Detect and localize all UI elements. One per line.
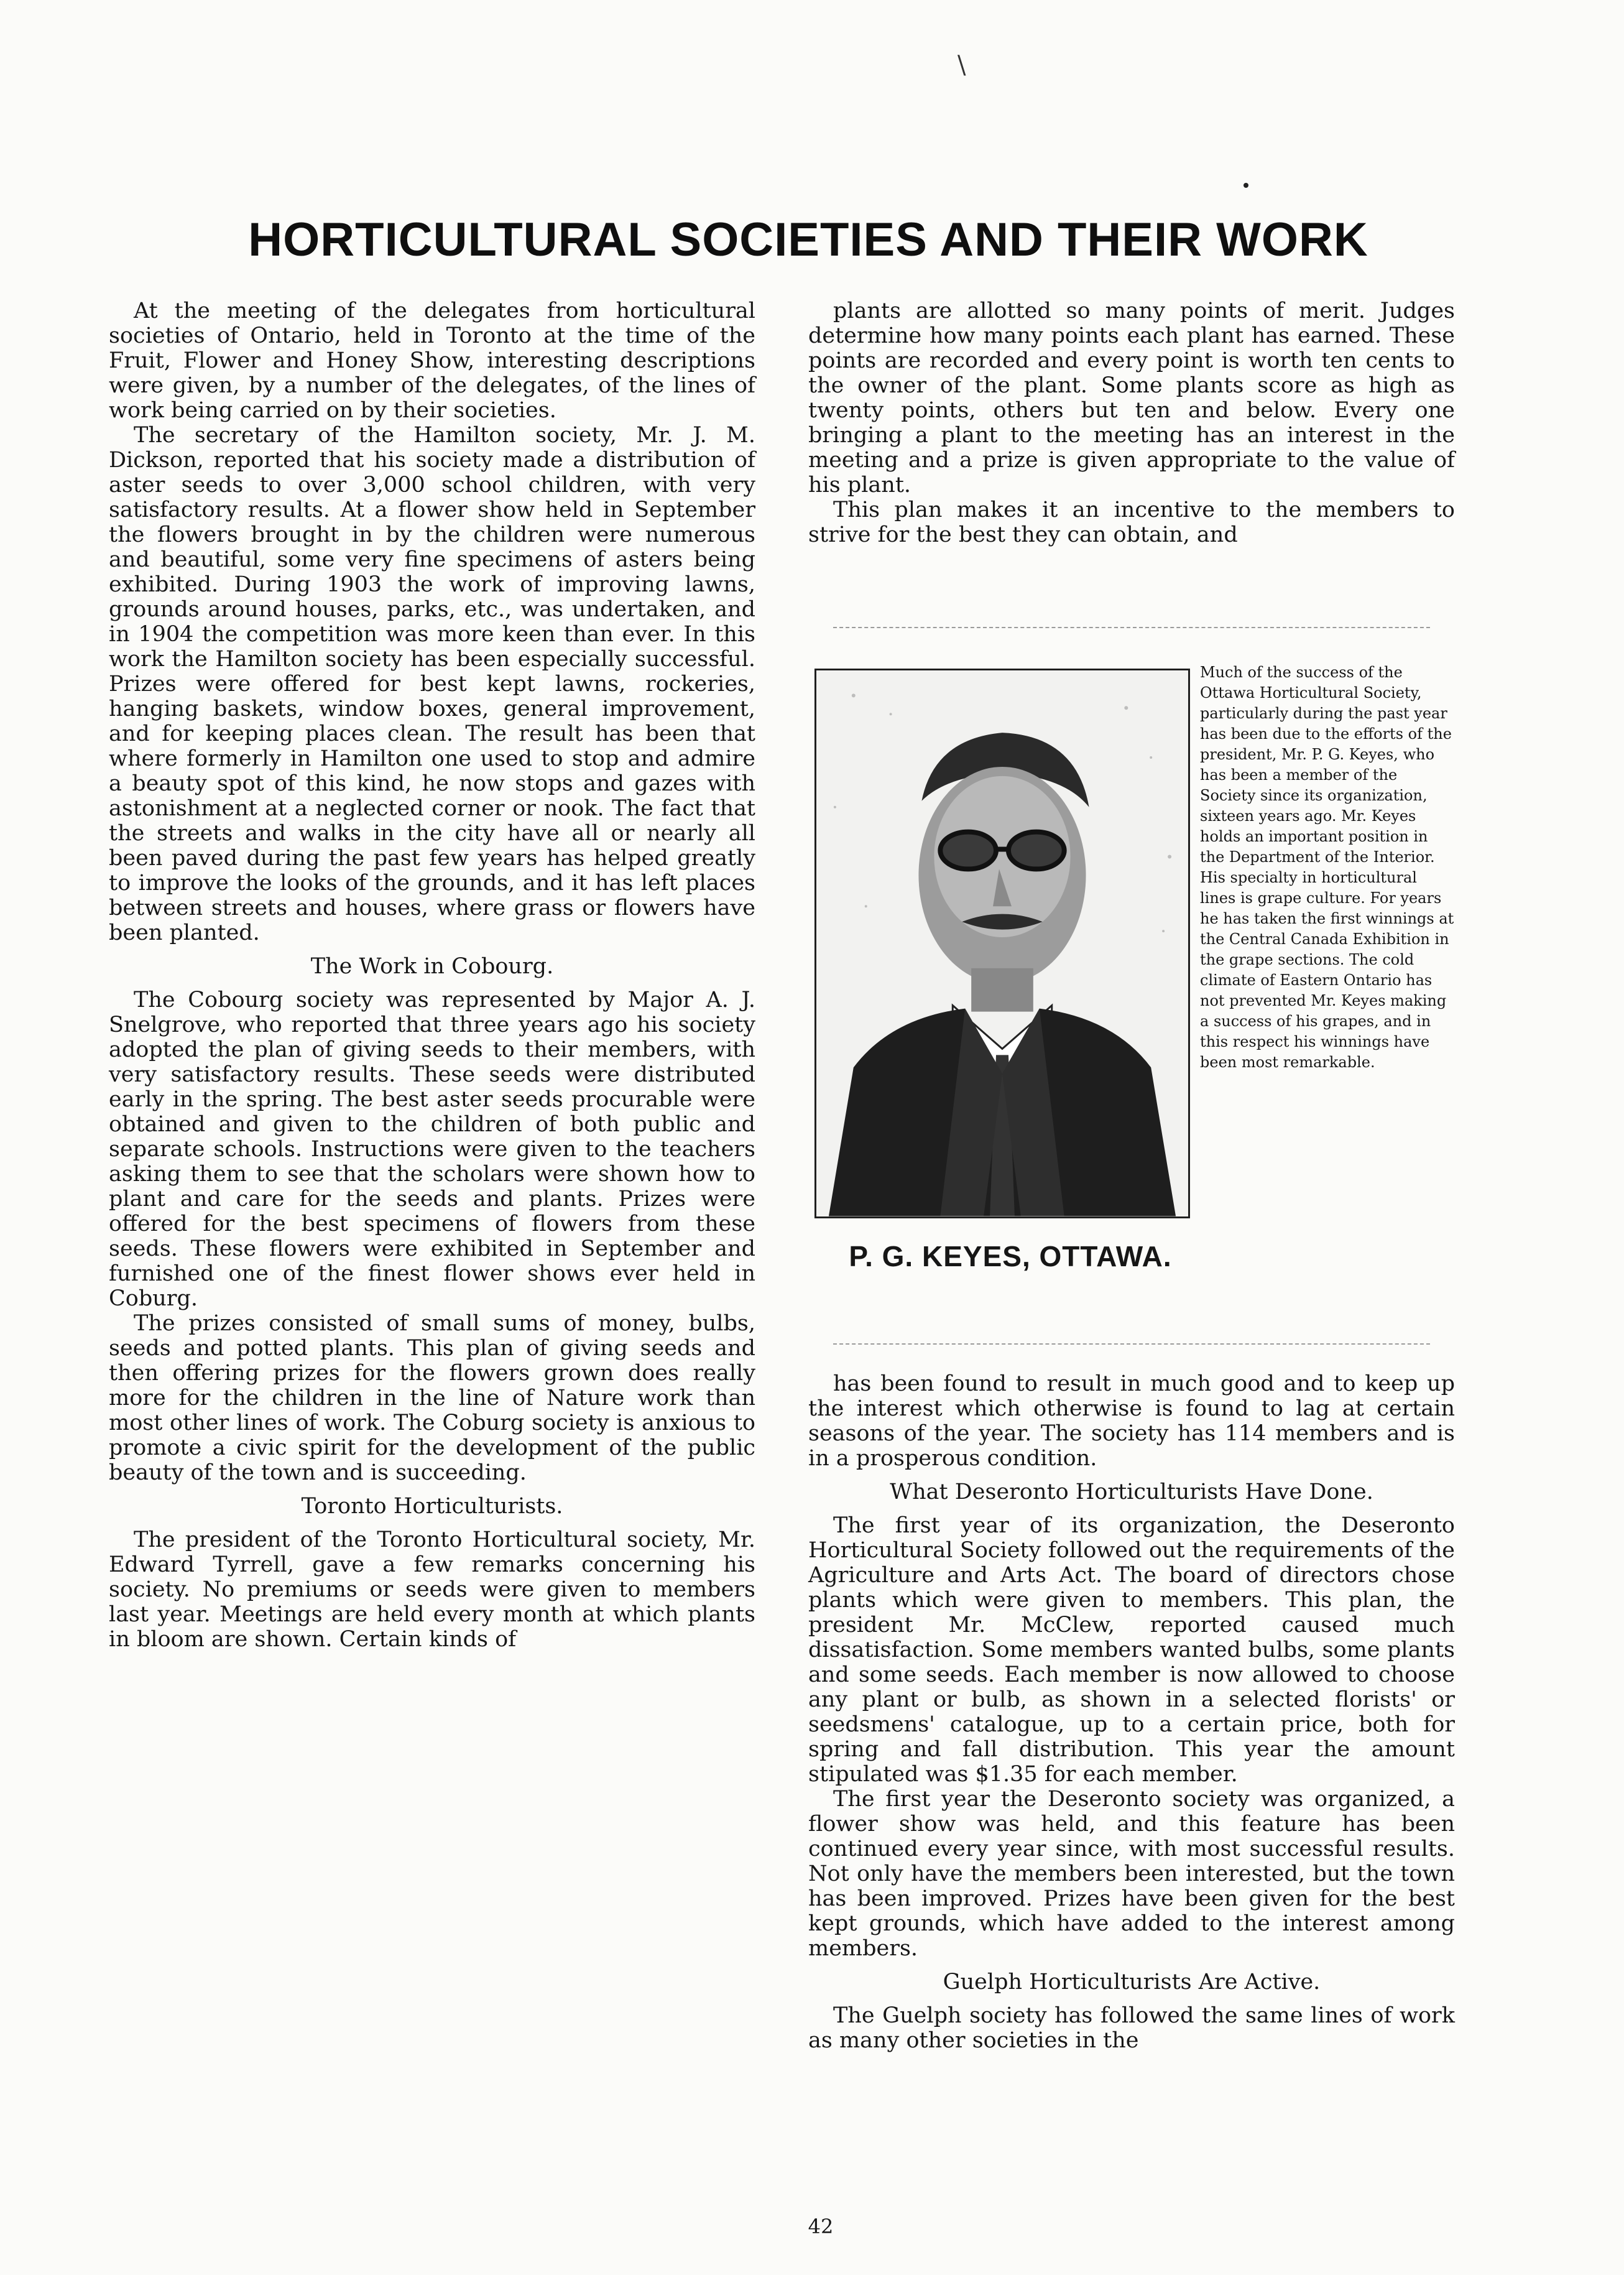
heading-guelph: Guelph Horticulturists Are Active. — [943, 1970, 1321, 1995]
paragraph-toronto: The president of the Toronto Horticultural society, Mr. Edward Tyrrell, gave a few remarks concerning his society. No premiums or seeds were given to members last year. Meetings are held every month at which plants in bloom are shown. Certain kinds of — [109, 1527, 755, 1652]
heading-toronto: Toronto Horticulturists. — [301, 1494, 563, 1519]
portrait-sidebar-text: Much of the success of the Ottawa Horticultural Society, particularly during the past year has been due to the efforts of the president, Mr. P. G. Keyes, who has been a member of the Society since its organization, sixteen years ago. Mr. Keyes holds an important position in the Department of the Interior. His specialty in horticultural lines is grape culture. For years he has taken the first winnings at the Central Canada Exhibition in the grape sections. The cold climate of Eastern Ontario has not prevented Mr. Keyes making a success of his grapes, and in this respect his winnings have been most remarkable. — [1200, 664, 1454, 1071]
portrait-figure — [808, 662, 1455, 1312]
portrait-photo — [814, 669, 1190, 1218]
article-title: HORTICULTURAL SOCIETIES AND THEIR WORK — [248, 213, 1368, 266]
portrait-illustration — [816, 670, 1188, 1216]
paragraph-deseronto: The first year of its organization, the Deseronto Horticultural Society followed out the requirements of the Agriculture and Arts Act. The board of directors chose plants which were given to members. This plan, the president Mr. McClew, reported caused much dissatisfaction. Some members wanted bulbs, some plants and some seeds. Each member is now allowed to choose any plant or bulb, as shown in a selected florists' or seedsmens' catalogue, up to a certain price, both for spring and fall distribution. This year the amount stipulated was $1.35 for each member. — [808, 1513, 1455, 1787]
heading-cobourg: The Work in Cobourg. — [310, 954, 554, 979]
left-column — [109, 299, 755, 1652]
paragraph-cobourg: The Cobourg society was represented by Major A. J. Snelgrove, who reported that three years ago his society adopted the plan of giving seeds to their members, with very satisfactory results. These seeds were distributed early in the spring. The best aster seeds procurable were obtained and given to the children of both public and separate schools. Instructions were given to the teachers asking them to see that the scholars were shown how to plant and care for the seeds and plants. Prizes were offered for the best specimens of flowers from these seeds. These flowers were exhibited in September and furnished one of the finest flower shows ever held in Coburg. — [109, 988, 755, 1311]
right-column-top — [808, 299, 1455, 547]
paragraph-incentive: This plan makes it an incentive to the members to strive for the best they can obtain, and — [808, 498, 1455, 547]
page-number: 42 — [808, 2215, 834, 2238]
scan-mark: \ — [957, 51, 966, 80]
heading-deseronto: What Deseronto Horticulturists Have Done. — [890, 1480, 1373, 1504]
paragraph-society-114: has been found to result in much good and to keep up the interest which otherwise is found to lag at certain seasons of the year. The society has 114 members and is in a prosperous condition. — [808, 1371, 1455, 1471]
paragraph-hamilton: The secretary of the Hamilton society, Mr. J. M. Dickson, reported that his society made a distribution of aster seeds to over 3,000 school children, with very satisfactory results. At a flower show held in September the flowers brought in by the children were numerous and beautiful, some very fine specimens of asters being exhibited. During 1903 the work of improving lawns, grounds around houses, parks, etc., was undertaken, and in 1904 the competition was more keen than ever. In this work the Hamilton society has been especially successful. Prizes were offered for best kept lawns, rockeries, hanging baskets, window boxes, general improvement, and for keeping places clean. The result has been that where formerly in Hamilton one used to stop and admire a beauty spot of this kind, he now stops and gazes with astonishment at a neglected corner or nook. The fact that the streets and walks in the city have all or nearly all been paved during the past few years has helped greatly to improve the looks of the grounds, and it has left places between streets and houses, where grass or flowers have been planted. — [109, 423, 755, 945]
portrait-caption: P. G. KEYES, OTTAWA. — [849, 1240, 1172, 1272]
divider-top — [833, 627, 1430, 628]
divider-bottom — [833, 1343, 1430, 1345]
paragraph-flower-show: The first year the Deseronto society was organized, a flower show was held, and this feature has been continued every year since, with most successful results. Not only have the members been interested, but the town has been improved. Prizes have been given for the best kept grounds, which have added to the interest among members. — [808, 1787, 1455, 1961]
paragraph-intro: At the meeting of the delegates from horticultural societies of Ontario, held in Toronto at the time of the Fruit, Flower and Honey Show, interesting descriptions were given, by a number of the delegates, of the lines of work being carried on by their societies. — [109, 299, 755, 423]
paragraph-points: plants are allotted so many points of merit. Judges determine how many points each plant has earned. These points are recorded and every point is worth ten cents to the owner of the plant. Some plants score as high as twenty points, others but ten and below. Every one bringing a plant to the meeting has an interest in the meeting and a prize is given appropriate to the value of his plant. — [808, 299, 1455, 498]
scan-speck — [1243, 183, 1248, 188]
right-column-bottom — [808, 1371, 1455, 2053]
paragraph-prizes: The prizes consisted of small sums of money, bulbs, seeds and potted plants. This plan of giving seeds and then offering prizes for the flowers grown does really more for the children in the line of Nature work than most other lines of work. The Coburg society is anxious to promote a civic spirit for the development of the public beauty of the town and is succeeding. — [109, 1311, 755, 1485]
paragraph-guelph: The Guelph society has followed the same lines of work as many other societies in the — [808, 2003, 1455, 2053]
